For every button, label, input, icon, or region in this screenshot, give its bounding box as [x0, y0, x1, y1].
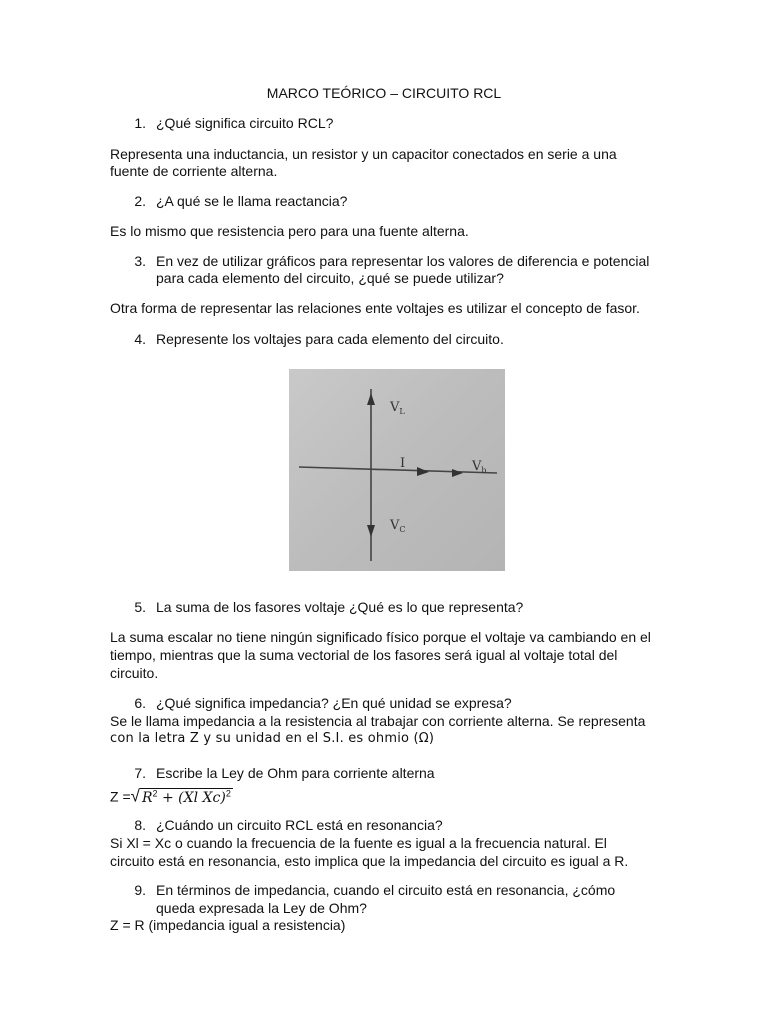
i-arrowhead: [417, 467, 429, 476]
formula-paren: (Xl Xc): [178, 789, 226, 806]
answer-6-line-2: con la letra Z y su unidad en el S.I. es ohmio (Ω): [110, 731, 435, 746]
vr-arrowhead: [452, 469, 463, 477]
question-3-line-2: para cada elemento del circuito, ¿qué se puede utilizar?: [156, 270, 504, 286]
question-number-2: 2.: [134, 193, 146, 209]
question-9-line-2: queda expresada la Ley de Ohm?: [156, 900, 367, 916]
question-9-line-1: En términos de impedancia, cuando el circuito está en resonancia, ¿cómo: [156, 882, 616, 898]
label-vl: $V_L$: [390, 400, 405, 416]
label-vc: $V_C$: [390, 518, 406, 534]
formula-r: R: [141, 789, 153, 806]
answer-3: Otra forma de representar las relaciones ente voltajes es utilizar el concepto de fasor.: [110, 300, 640, 316]
formula-prefix: Z =: [110, 788, 131, 805]
formula-exp-1: 2: [152, 788, 158, 798]
answer-1-line-2: fuente de corriente alterna.: [110, 163, 278, 179]
question-1: ¿Qué significa circuito RCL?: [156, 115, 334, 131]
question-number-1: 1.: [134, 115, 146, 131]
question-number-8: 8.: [134, 817, 146, 833]
answer-2: Es lo mismo que resistencia pero para una fuente alterna.: [110, 223, 469, 239]
question-number-4: 4.: [134, 331, 146, 347]
question-number-7: 7.: [134, 765, 146, 781]
answer-1-line-1: Representa una inductancia, un resistor y un capacitor conectados en serie a una: [110, 146, 617, 162]
question-8: ¿Cuándo un circuito RCL está en resonancia?: [156, 817, 443, 833]
answer-8-line-2: circuito está en resonancia, esto implica que la impedancia del circuito es igual a R.: [110, 853, 629, 869]
question-2: ¿A qué se le llama reactancia?: [156, 193, 348, 209]
vl-arrowhead: [367, 393, 375, 405]
horizontal-axis: [299, 467, 497, 473]
sqrt-radicand: [140, 788, 233, 805]
answer-6-line-1: Se le llama impedancia a la resistencia al trabajar con corriente alterna. Se representa: [110, 713, 646, 729]
answer-5-line-1: La suma escalar no tiene ningún significado físico porque el voltaje va cambiando en el: [110, 629, 651, 645]
question-7: Escribe la Ley de Ohm para corriente alterna: [156, 765, 435, 781]
formula-exp-2: 2: [225, 788, 231, 798]
answer-9: Z = R (impedancia igual a resistencia): [110, 917, 346, 933]
label-i: I: [400, 456, 406, 471]
question-6: ¿Qué significa impedancia? ¿En qué unidad se expresa?: [156, 695, 512, 711]
label-vr: $V_b$: [472, 459, 487, 475]
answer-5-line-2: tiempo, mientras que la suma vectorial de los fasores será igual al voltaje total del: [110, 647, 618, 663]
sqrt-sign: √: [130, 786, 140, 806]
question-number-5: 5.: [134, 599, 146, 615]
answer-5-line-3: circuito.: [110, 665, 159, 681]
answer-8-line-1: Si Xl = Xc o cuando la frecuencia de la fuente es igual a la frecuencia natural. El: [110, 835, 607, 851]
question-number-6: 6.: [134, 695, 146, 711]
phasor-diagram-image: [289, 369, 505, 571]
phasor-diagram: [289, 369, 505, 571]
question-number-3: 3.: [134, 253, 146, 269]
question-5: La suma de los fasores voltaje ¿Qué es lo que representa?: [156, 599, 524, 615]
question-3-line-1: En vez de utilizar gráficos para representar los valores de diferencia e potencial: [156, 253, 650, 269]
document-title: MARCO TEÓRICO – CIRCUITO RCL: [266, 85, 502, 101]
vc-arrowhead: [367, 525, 375, 537]
ohm-law-formula: [110, 784, 233, 807]
formula-plus: +: [157, 789, 179, 806]
question-4: Represente los voltajes para cada elemento del circuito.: [156, 331, 504, 347]
question-number-9: 9.: [134, 882, 146, 898]
